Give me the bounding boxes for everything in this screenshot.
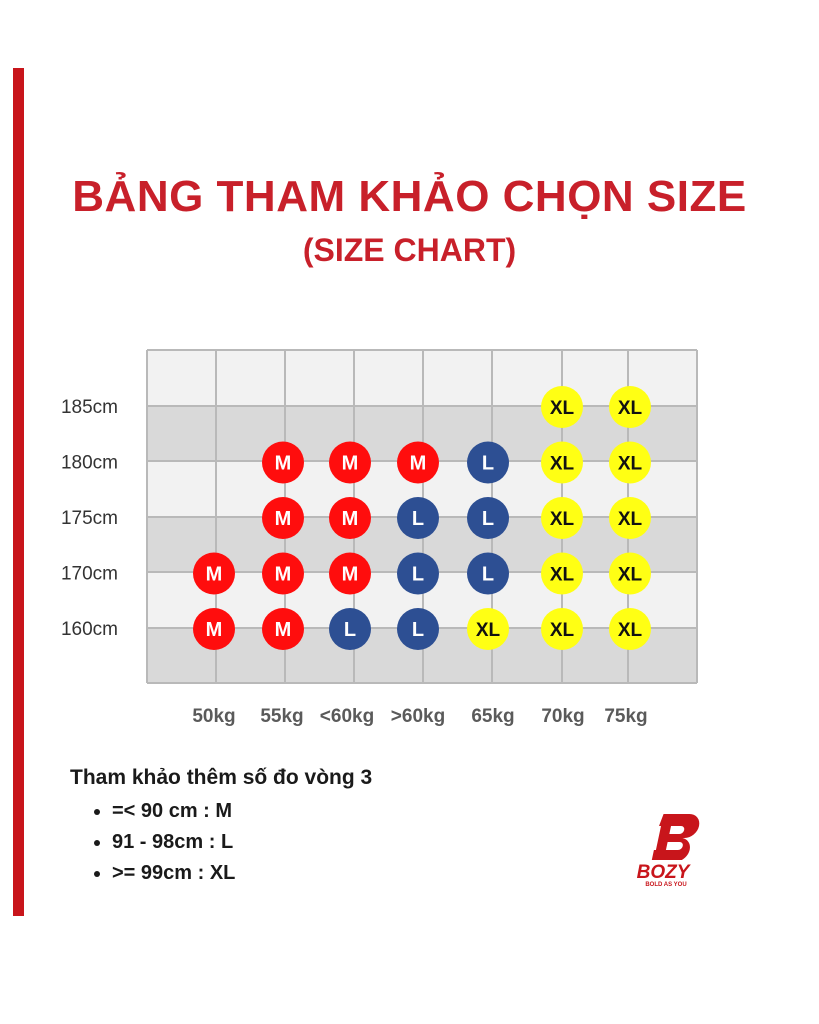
- size-label: M: [205, 619, 223, 641]
- size-label: M: [274, 508, 292, 530]
- size-marker-l: [467, 497, 509, 539]
- size-label: XL: [617, 620, 643, 641]
- size-label: M: [409, 452, 427, 475]
- size-label: M: [341, 508, 359, 530]
- y-tick-label: 185cm: [60, 397, 118, 418]
- size-marker-xl: [541, 553, 583, 595]
- size-marker-l: [329, 608, 371, 650]
- size-label: XL: [549, 509, 575, 530]
- size-marker-l: [397, 553, 439, 595]
- size-marker-xl: [609, 553, 651, 595]
- size-label: XL: [549, 620, 575, 641]
- size-label: L: [481, 508, 495, 530]
- notes-item-xl: • >= 99cm : XL: [112, 862, 372, 885]
- size-marker-xl: [541, 497, 583, 539]
- size-label: XL: [617, 453, 643, 475]
- size-chart: [0, 330, 760, 750]
- size-label: L: [343, 619, 357, 641]
- page-subtitle: (SIZE CHART): [302, 232, 517, 268]
- y-tick-label: 170cm: [60, 563, 118, 585]
- size-marker-m: [262, 553, 304, 595]
- logo-tagline: BOLD AS YOU: [645, 882, 687, 888]
- bozy-logo: [618, 812, 708, 892]
- x-tick-label: >60kg: [390, 706, 446, 727]
- size-label: M: [205, 563, 223, 586]
- size-label: L: [411, 508, 425, 530]
- x-tick-label: 50kg: [192, 706, 236, 727]
- size-marker-m: [262, 497, 304, 539]
- size-label: XL: [549, 564, 575, 586]
- y-tick-label: 160cm: [60, 619, 118, 640]
- x-tick-label: 65kg: [471, 706, 515, 727]
- size-marker-l: [397, 608, 439, 650]
- size-marker-m: [329, 497, 371, 539]
- notes-item-l: • 91 - 98cm : L: [112, 831, 372, 854]
- notes-title: Tham khảo thêm số đo vòng 3: [70, 766, 373, 789]
- notes-list: [70, 800, 372, 885]
- size-marker-l: [467, 553, 509, 595]
- size-marker-xl: [609, 442, 651, 484]
- page-title: BẢNG THAM KHẢO CHỌN SIZE: [72, 172, 747, 221]
- size-label: M: [341, 563, 359, 586]
- size-label: XL: [475, 620, 501, 641]
- notes-section: [70, 766, 372, 893]
- x-tick-label: 75kg: [604, 706, 648, 727]
- size-label: XL: [617, 509, 643, 530]
- size-label: L: [481, 452, 495, 475]
- size-marker-xl: [609, 386, 651, 428]
- size-label: L: [411, 619, 425, 641]
- size-label: XL: [617, 564, 643, 586]
- size-marker-m: [262, 608, 304, 650]
- size-label: L: [481, 563, 495, 586]
- y-tick-label: 175cm: [60, 508, 118, 529]
- size-marker-m: [193, 553, 235, 595]
- size-label: M: [274, 452, 292, 475]
- size-marker-m: [329, 553, 371, 595]
- size-marker-l: [467, 442, 509, 484]
- size-marker-xl: [541, 442, 583, 484]
- y-tick-label: 180cm: [60, 452, 118, 474]
- logo-wordmark: BOZY: [636, 862, 690, 883]
- size-marker-xl: [467, 608, 509, 650]
- x-tick-label: 55kg: [260, 706, 304, 727]
- size-label: XL: [549, 398, 575, 419]
- size-marker-m: [193, 608, 235, 650]
- size-label: XL: [617, 398, 643, 419]
- size-marker-xl: [609, 608, 651, 650]
- notes-item-m: • =< 90 cm : M: [112, 800, 372, 823]
- size-marker-xl: [541, 608, 583, 650]
- size-label: M: [274, 563, 292, 586]
- size-marker-m: [329, 442, 371, 484]
- size-marker-xl: [609, 497, 651, 539]
- size-marker-xl: [541, 386, 583, 428]
- size-marker-l: [397, 497, 439, 539]
- x-tick-label: 70kg: [541, 706, 585, 727]
- size-label: L: [411, 563, 425, 586]
- x-tick-label: <60kg: [319, 706, 375, 727]
- size-marker-m: [262, 442, 304, 484]
- size-marker-m: [397, 442, 439, 484]
- size-label: M: [341, 452, 359, 475]
- size-label: XL: [549, 453, 575, 475]
- size-label: M: [274, 619, 292, 641]
